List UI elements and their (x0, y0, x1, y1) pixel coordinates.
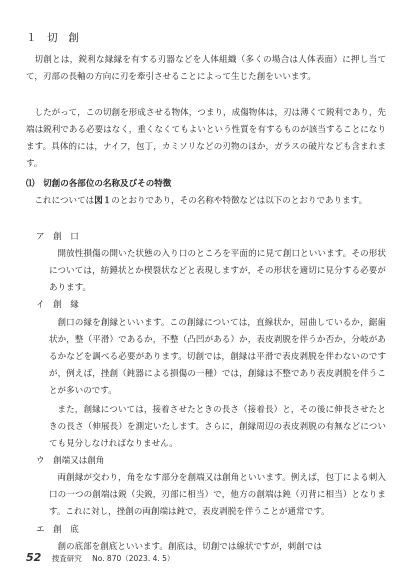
journal-name: 捜査研究 (51, 554, 82, 563)
paragraph-text: 切創とは，鋭利な縁縁を有する刃器などを人体組織（多くの場合は人体表面）に押し当てて，刃部の長軸の方向に刃を牽引させることによって生じた創をいいます。 (26, 55, 386, 82)
item-body-wound-edge-2: また，創縁については，接着させたときの長さ（接着長）と，その後に伸長させたときの長さ（伸展長）を測定いたします。さらに，創縁周辺の表皮剥脱の有無などについても見分しなければなりません。 (49, 405, 386, 449)
intro-text: これについては (34, 196, 95, 206)
subsection-heading: ⑴ 切創の各部位の名称及びその特徴 (26, 179, 172, 189)
paragraph-definition (26, 52, 386, 86)
paragraph-text: したがって，この切創を形成させる物体，つまり，成傷物体は，刃は薄くて鋭利であり，先端は鋭利である必要はなく，重くなくてもよいという性質を有するものが該当することになります。具体的には，ナイフ，包丁，カミソリなどの刃物のほか，ガラスの破片なども含まれます。 (26, 108, 386, 169)
item-heading-wound-angle: ウ 創端又は創角 (36, 456, 105, 466)
paragraph-weapon-properties (26, 105, 386, 173)
page-footer (26, 551, 174, 564)
intro-text: のとおりであり，その名称や特徴などは以下のとおりであります。 (111, 196, 368, 206)
page-number: 52 (26, 551, 42, 564)
item-heading-wound-opening: ア 創 口 (36, 232, 79, 242)
figure-reference: 図１ (94, 196, 112, 206)
item-heading-wound-floor: エ 創 底 (36, 525, 79, 535)
subsection-intro (26, 193, 386, 210)
item-body-wound-floor: 創の底部を創底といいます。創底は，切創では線状ですが，刺創では (57, 542, 322, 552)
item-body-wound-angle: 両創縁が交わり，角をなす部分を創端又は創角といいます。例えば，包丁による刺入口の一つの創端は鋭（尖鋭，刃部に相当）で，他方の創端は鈍（刃背に相当）となります。これに対し，挫創の両創端は鈍で，表皮剥脱を伴うことが通常です。 (49, 473, 386, 517)
item-heading-wound-edge: イ 創 縁 (36, 300, 79, 310)
item-body-wound-opening: 開放性損傷の開いた状態の入り口のところを平面的に見て創口といいます。その形状については，紡錘状とか楔裂状などと表現しますが，その形状を適切に見分する必要があります。 (49, 249, 386, 293)
issue-info: No. 870（2023. 4. 5） (92, 554, 175, 563)
item-body-wound-edge: 創口の縁を創縁といいます。この創縁については，直線状か，屈曲しているか，鋸歯状か，整（平滑）であるか，不整（凸凹がある）か，表皮剥脱を伴うか否か，分岐があるかなどを調べる必要があります。切創では，創縁は平滑で表皮剥脱を伴わないのですが，例えば，挫創（鈍器による損傷の一種）では，創縁は不整であり表皮剥脱を伴うことが多いのです。 (49, 318, 386, 396)
section-title: １ 切 創 (26, 32, 79, 44)
